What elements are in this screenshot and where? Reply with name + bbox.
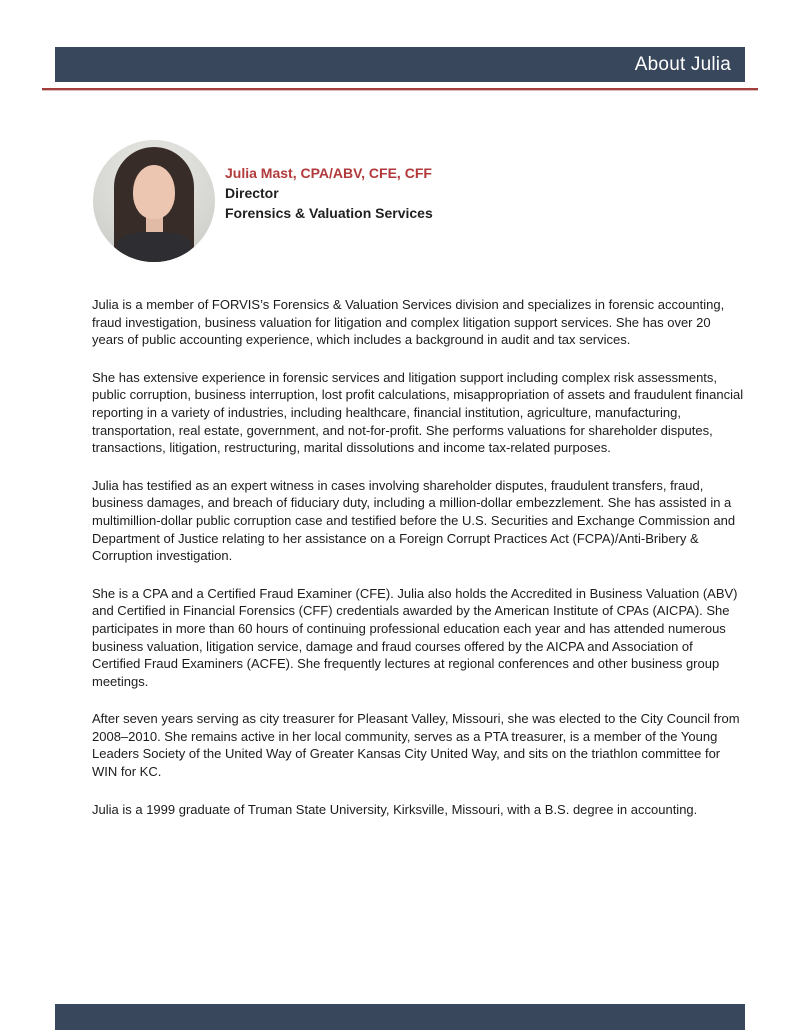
page-header-bar [55, 47, 745, 82]
footer-bar [55, 1004, 745, 1030]
bio-paragraph-5: After seven years serving as city treasurer for Pleasant Valley, Missouri, she was elected to the City Council from 2008–2010. She remains active in her local community, serves as a PTA treasurer, is a member of the Young Leaders Society of the United Way of Greater Kansas City United Way, and sits on the triathlon committee for WIN for KC. [92, 711, 740, 780]
profile-department: Forensics & Valuation Services [225, 205, 433, 221]
bio-paragraph-3: Julia has testified as an expert witness in cases involving shareholder disputes, fraudulent transfers, fraud, business damages, and breach of fiduciary duty, including a million-dollar embezzlement. She has assisted in a multimillion-dollar public corruption case and testified before the U.S. Securities and Exchange Commission and Department of Justice relating to her assistance on a Foreign Corrupt Practices Act (FCPA)/Anti-Bribery & Corruption investigation. [92, 477, 736, 564]
photo-torso [117, 232, 191, 262]
bio-paragraph-4: She is a CPA and a Certified Fraud Examiner (CFE). Julia also holds the Accredited in Business Valuation (ABV) and Certified in Financial Forensics (CFF) credentials awarded by the American Institute of CPAs (AICPA). She participates in more than 60 hours of continuing professional education each year and has attended numerous business valuation, litigation service, damage and fraud courses offered by the AICPA and Association of Certified Fraud Examiners (ACFE). She frequently lectures at regional conferences and other business group meetings. [92, 585, 738, 689]
bio-paragraph-6: Julia is a 1999 graduate of Truman State University, Kirksville, Missouri, with a B.S. degree in accounting. [92, 801, 698, 817]
profile-name: Julia Mast, CPA/ABV, CFE, CFF [225, 165, 432, 181]
header-accent-line [42, 88, 758, 91]
profile-photo [93, 140, 215, 262]
bio-section [92, 296, 744, 838]
bio-paragraph-1: Julia is a member of FORVIS’s Forensics & Valuation Services division and specializes in forensic accounting, fraud investigation, business valuation for litigation and complex litigation support services. She has over 20 years of public accounting experience, which includes a background in audit and tax services. [92, 297, 725, 348]
page-title: About Julia [634, 53, 731, 75]
bio-paragraph-2: She has extensive experience in forensic services and litigation support including complex risk assessments, public corruption, business interruption, lost profit calculations, misappropriation of assets and fraudulent financial reporting in a variety of industries, including healthcare, financial institution, agriculture, manufacturing, transportation, real estate, government, and not-for-profit. She performs valuations for shareholder disputes, transactions, litigation, restructuring, marital dissolutions and income tax-related purposes. [92, 369, 744, 456]
profile-text-block [225, 163, 433, 223]
photo-face [133, 165, 175, 219]
profile-job-title: Director [225, 185, 279, 201]
